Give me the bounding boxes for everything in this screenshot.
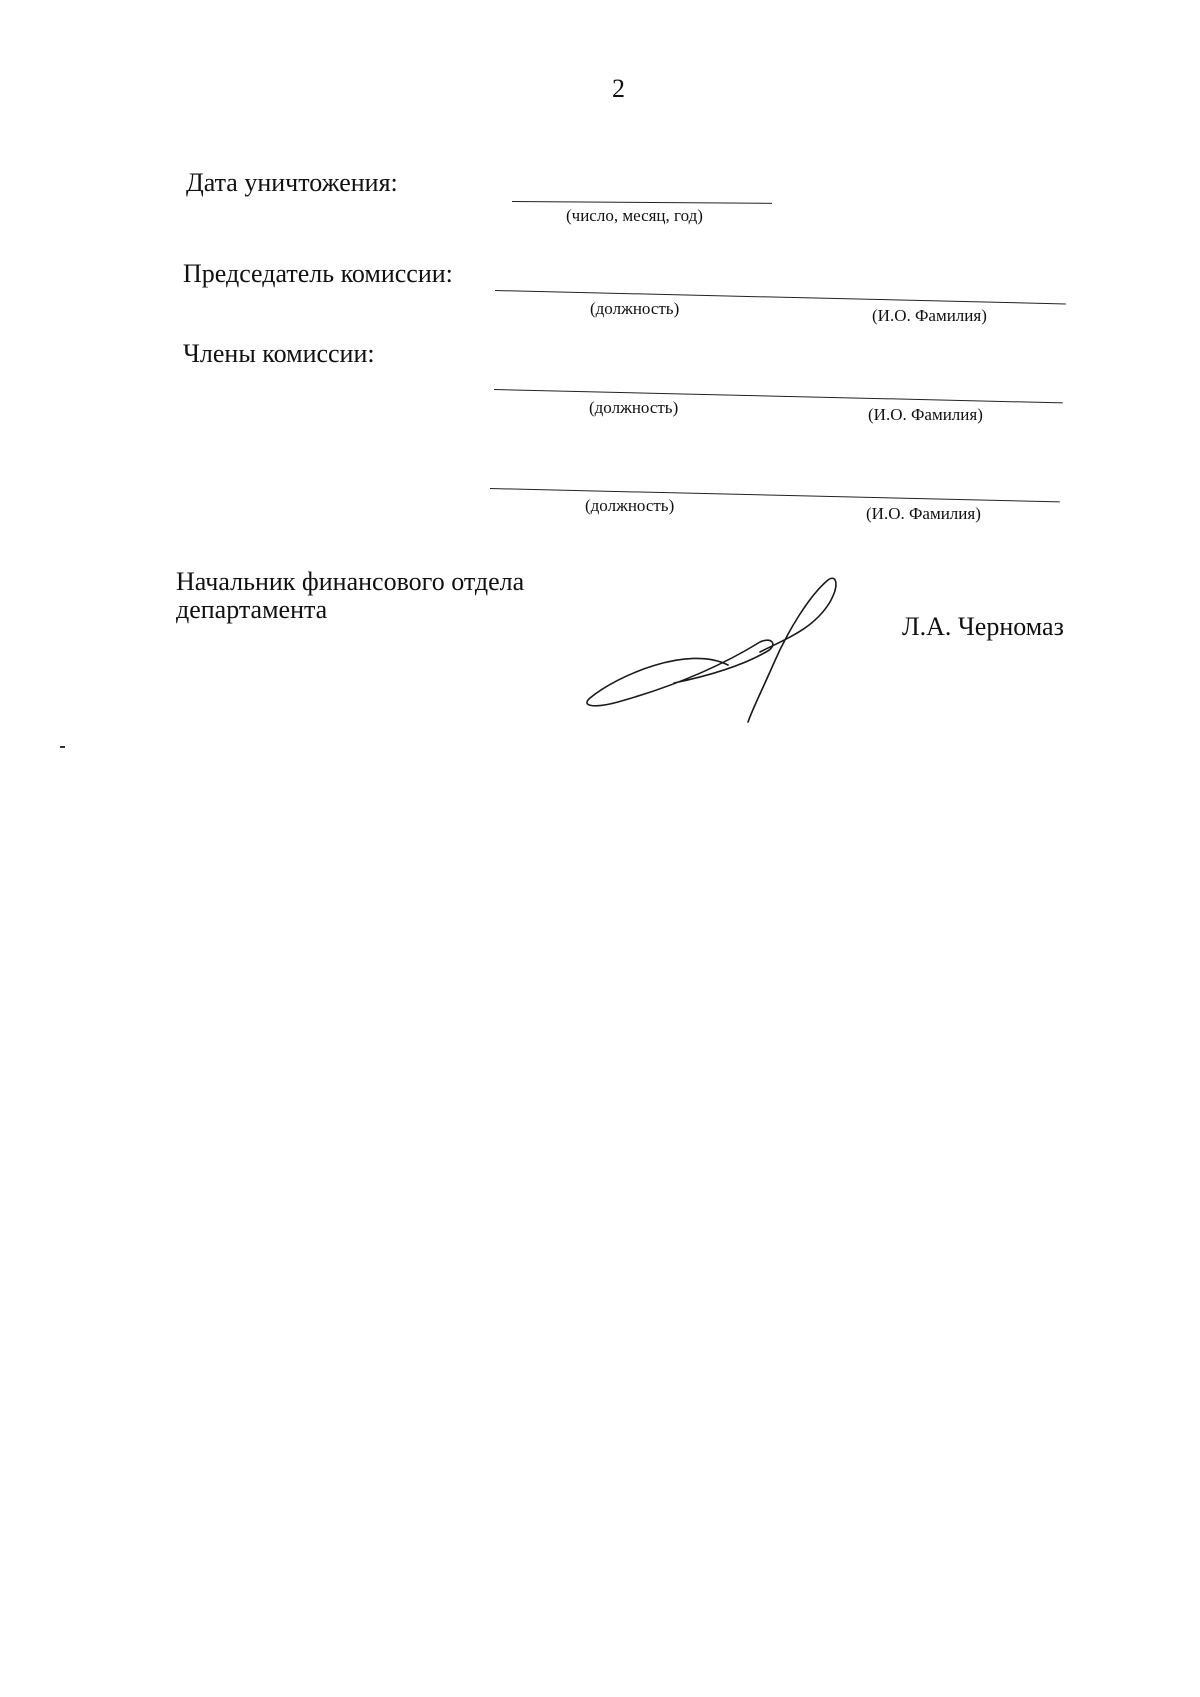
commission-member-name-caption: (И.О. Фамилия) xyxy=(868,405,983,424)
commission-chair-label: Председатель комиссии: xyxy=(183,259,453,288)
commission-chair-position-caption: (должность) xyxy=(590,299,680,318)
commission-member-position-caption: (должность) xyxy=(585,496,675,515)
destruction-date-label: Дата уничтожения: xyxy=(186,168,398,197)
commission-member-line xyxy=(490,488,1060,502)
commission-member-position-caption: (должность) xyxy=(589,398,679,417)
destruction-date-caption: (число, месяц, год) xyxy=(566,206,703,225)
page-number: 2 xyxy=(612,74,625,103)
commission-chair-name-caption: (И.О. Фамилия) xyxy=(872,306,987,325)
commission-member-line xyxy=(494,389,1063,403)
destruction-date-line xyxy=(512,201,772,204)
scan-speck xyxy=(60,746,65,748)
commission-member-name-caption: (И.О. Фамилия) xyxy=(866,504,981,523)
signatory-name: Л.А. Черномаз xyxy=(902,612,1064,641)
signatory-title-line-1: Начальник финансового отдела xyxy=(176,567,525,596)
signatory-title-line-2: департамента xyxy=(176,595,328,624)
handwritten-signature xyxy=(578,570,848,730)
commission-chair-line xyxy=(495,290,1066,304)
signatory-title xyxy=(176,568,524,624)
commission-members-label: Члены комиссии: xyxy=(183,339,375,368)
